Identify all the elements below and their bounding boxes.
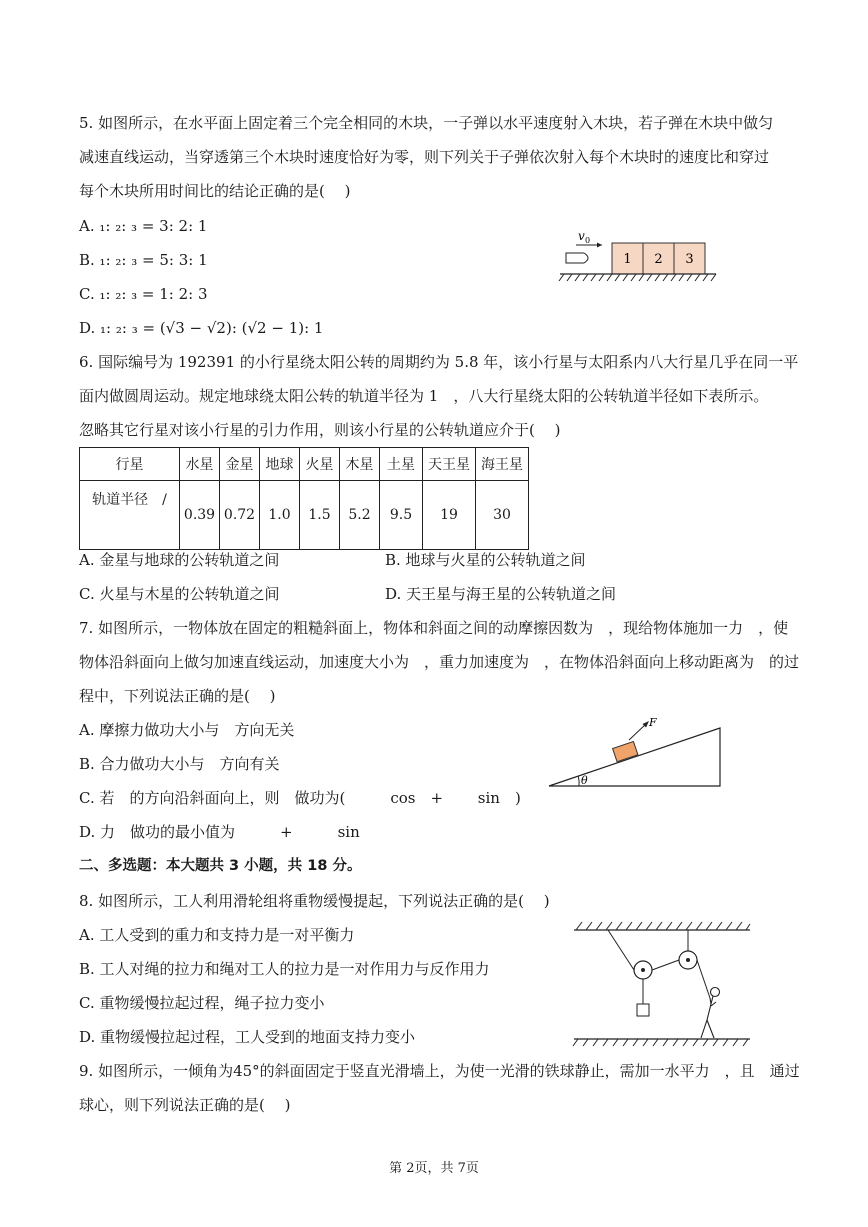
table-header-cell: 海王星 (476, 448, 529, 481)
q6-option-b: B. 地球与火星的公转轨道之间 (385, 551, 586, 569)
q7-text-line2: 物体沿斜面向上做匀加速直线运动，加速度大小为 ，重力加速度为 ，在物体沿斜面向上移动距离为 的过 (79, 653, 800, 671)
table-header-cell: 天王星 (423, 448, 476, 481)
q7-option-c: C. 若 的方向沿斜面向上，则 做功为( cos + sin ) (79, 789, 521, 807)
q5-text-line2: 减速直线运动，当穿透第三个木块时速度恰好为零，则下列关于子弹依次射入每个木块时的速度比和穿过 (79, 148, 770, 166)
q5-velocity-label: v (578, 229, 585, 243)
table-header-cell: 火星 (300, 448, 340, 481)
q6-text-line1: 6. 国际编号为 192391 的小行星绕太阳公转的周期约为 5.8 年，该小行星与太阳系内八大行星几乎在同一平 (79, 353, 799, 371)
q8-rope-right (697, 960, 710, 998)
table-header-cell: 水星 (180, 448, 220, 481)
q8-ground-hatch (573, 1039, 748, 1046)
table-header-cell: 木星 (340, 448, 380, 481)
q5-bullet-blocks-figure (558, 226, 718, 284)
q8-option-a: A. 工人受到的重力和支持力是一对平衡力 (79, 926, 355, 944)
table-row-label: 轨道半径 / (80, 481, 180, 550)
q8-worker (701, 988, 720, 1039)
q7-text-line3: 程中，下列说法正确的是( ) (79, 687, 276, 705)
q5-option-b: B. ₁: ₂: ₃ = 5: 3: 1 (79, 251, 208, 269)
table-header-cell: 土星 (380, 448, 423, 481)
q6-option-a: A. 金星与地球的公转轨道之间 (79, 551, 280, 569)
q5-block-label-3: 3 (685, 252, 694, 267)
q7-incline-figure (545, 714, 725, 790)
q5-option-d: D. ₁: ₂: ₃ = (√3 − √2): (√2 − 1): 1 (79, 319, 324, 337)
page-footer: 第 2页，共 7页 (389, 1161, 479, 1176)
q8-movable-pulley-axle (641, 968, 645, 972)
q5-block-label-1: 1 (623, 252, 632, 267)
table-cell: 1.5 (300, 481, 340, 550)
q8-rope-middle (652, 960, 679, 970)
planet-orbit-table (79, 447, 529, 550)
table-cell: 30 (476, 481, 529, 550)
table-cell: 0.72 (220, 481, 260, 550)
q8-option-c: C. 重物缓慢拉起过程，绳子拉力变小 (79, 994, 325, 1012)
q7-incline (549, 728, 720, 786)
q6-text-line2: 面内做圆周运动。规定地球绕太阳公转的轨道半径为 1 ，八大行星绕太阳的公转轨道半径如下表所示。 (79, 387, 769, 405)
q8-pulley-figure (570, 918, 752, 1054)
q8-fixed-pulley-axle (686, 958, 690, 962)
q7-option-b: B. 合力做功大小与 方向有关 (79, 755, 280, 773)
q8-option-b: B. 工人对绳的拉力和绳对工人的拉力是一对作用力与反作用力 (79, 960, 490, 978)
q5-option-c: C. ₁: ₂: ₃ = 1: 2: 3 (79, 285, 208, 303)
q6-option-c: C. 火星与木星的公转轨道之间 (79, 585, 280, 603)
q7-angle-label: θ (581, 774, 588, 787)
q9-text-line1: 9. 如图所示，一倾角为45°的斜面固定于竖直光滑墙上，为使一光滑的铁球静止，需加一水平力 ，且 通过 (79, 1062, 800, 1080)
q7-option-d: D. 力 做功的最小值为 + sin (79, 823, 360, 841)
table-row (80, 448, 529, 481)
table-header-planet: 行星 (80, 448, 180, 481)
table-cell: 1.0 (260, 481, 300, 550)
table-header-cell: 地球 (260, 448, 300, 481)
q8-weight (637, 1004, 649, 1016)
q7-force-label: F (649, 716, 657, 729)
q5-text-line3: 每个木块所用时间比的结论正确的是( ) (79, 182, 351, 200)
q8-rope-left (608, 930, 634, 970)
table-cell: 19 (423, 481, 476, 550)
q5-text-line1: 5. 如图所示，在水平面上固定着三个完全相同的木块，一子弹以水平速度射入木块，若子弹在木块中做匀 (79, 114, 774, 132)
q5-ground-hatch (559, 274, 716, 281)
q5-block-label-2: 2 (654, 252, 663, 267)
q7-option-a: A. 摩擦力做功大小与 方向无关 (79, 721, 295, 739)
q5-velocity-subscript: 0 (585, 236, 591, 245)
q5-bullet (566, 253, 588, 263)
section-title-multiple-choice: 二、多选题：本大题共 3 小题，共 18 分。 (79, 858, 362, 874)
q9-text-line2: 球心，则下列说法正确的是( ) (79, 1096, 291, 1114)
q5-velocity-arrowhead (597, 243, 602, 248)
table-cell: 0.39 (180, 481, 220, 550)
q7-text-line1: 7. 如图所示，一物体放在固定的粗糙斜面上，物体和斜面之间的动摩擦因数为 ，现给物体施加一力 ，使 (79, 619, 789, 637)
table-cell: 9.5 (380, 481, 423, 550)
q8-ceiling-hatch (576, 922, 750, 930)
q5-option-a: A. ₁: ₂: ₃ = 3: 2: 1 (79, 217, 208, 235)
q6-text-line3: 忽略其它行星对该小行星的引力作用，则该小行星的公转轨道应介于( ) (79, 421, 561, 439)
table-cell: 5.2 (340, 481, 380, 550)
q8-option-d: D. 重物缓慢拉起过程，工人受到的地面支持力变小 (79, 1028, 416, 1046)
table-header-cell: 金星 (220, 448, 260, 481)
table-row (80, 481, 529, 550)
q7-force-arrow (629, 724, 646, 740)
q6-option-d: D. 天王星与海王星的公转轨道之间 (385, 585, 617, 603)
q8-text-line1: 8. 如图所示，工人利用滑轮组将重物缓慢提起，下列说法正确的是( ) (79, 892, 550, 910)
